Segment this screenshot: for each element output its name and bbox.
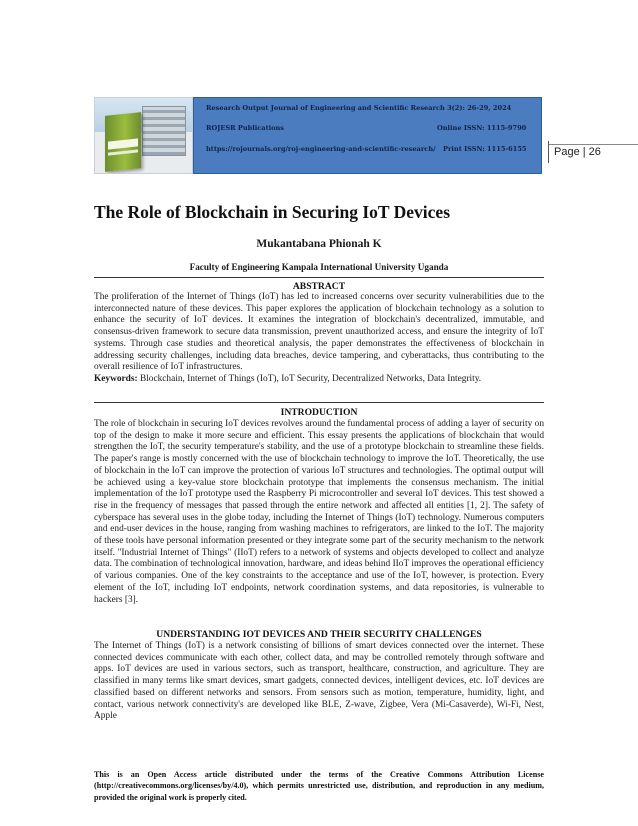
license-footer: This is an Open Access article distributed under the terms of the Creative Commons Attribution License (http://creativecommons.org/licenses/by/4.0), which permits unrestricted use, distribution, and reproduction in any medium, provided the original work is properly cited.	[94, 770, 544, 802]
paper-title: The Role of Blockchain in Securing IoT Devices	[94, 202, 451, 222]
section-iot-body: The Internet of Things (IoT) is a network consisting of billions of smart devices connected over the internet. These connected devices communicate with each other, collect data, and may be controlled remotely through software and apps. IoT devices are used in various sectors, such as transport, healthcare, construction, and agriculture. They are classified in many terms like smart devices, smart gadgets, connected devices, intelligent devices, etc. IoT devices are classified based on different networks and sensors. From sensors such as motion, temperature, humidity, light, and contact, various network connectivity's are developed like BLE, Z-wave, Zigbee, Vera (Mi-Casaverde), Wi-Fi, Nest, Apple	[94, 641, 544, 722]
author-name: Mukantabana Phionah K	[256, 238, 382, 250]
page-label-divider	[548, 141, 549, 163]
keywords-list: Blockchain, Internet of Things (IoT), IoT Security, Decentralized Networks, Data Integrity.	[139, 373, 482, 384]
abstract-body	[94, 292, 544, 386]
page-number: Page | 26	[554, 146, 601, 158]
introduction-heading: INTRODUCTION	[280, 407, 358, 418]
journal-cover-image	[94, 97, 193, 174]
online-issn: Online ISSN: 1115-9790	[437, 124, 527, 132]
page-label-rule	[548, 144, 638, 145]
abstract-bottom-rule	[94, 402, 544, 403]
section-iot-heading: UNDERSTANDING IOT DEVICES AND THEIR SECURITY CHALLENGES	[156, 629, 482, 640]
print-issn: Print ISSN: 1115-6155	[443, 145, 527, 153]
journal-header-box	[193, 97, 542, 174]
journal-citation: Research Output Journal of Engineering and Scientific Research 3(2): 26-29, 2024	[206, 104, 512, 112]
publisher-name: ROJESR Publications	[206, 124, 285, 132]
cover-title-strip	[108, 138, 138, 149]
abstract-top-rule	[94, 277, 544, 278]
author-affiliation: Faculty of Engineering Kampala International University Uganda	[189, 262, 449, 272]
introduction-body: The role of blockchain in securing IoT devices revolves around the fundamental process of adding a layer of security on top of the design to make it more secure and efficient. This essay presents the applications of blockchain that would strengthen the IoT, the security temperature's stability, and the use of a prototype blockchain to streamline these fields. The paper's range is mostly concerned with the use of blockchain technology to improve the IoT. Theoretically, the use of blockchain in the IoT can improve the protection of various IoT structures and technologies. The optimal output will be achieved using a key-value store blockchain prototype that implements the consensus mechanism. The initial implementation of the IoT prototype used the Raspberry Pi microcontroller and several IoT devices. This test showed a rise in the frequency of messages that passed through the entire network and affected all entities [1, 2]. The safety of cyberspace has several uses in the globe today, including the Internet of Things (IoT) technology. Numerous computers and end-user devices in the house, ranging from washing machines to refrigerators, are linked to the IoT. The majority of these tools have personal information presented or they integrate some part of the security mechanism to the network itself. "Industrial Internet of Things" (IIoT) refers to a network of systems and objects developed to collect and analyze data. The combination of technological innovation, hardware, and ideas behind IIoT improves the operational efficiency of various companies. One of the key constraints to the acceptance and use of the IoT, however, is protection. Every element of the IoT, including IoT endpoints, network coordination systems, and data repositories, is vulnerable to hackers [3].	[94, 419, 544, 605]
cover-book	[105, 112, 141, 172]
keywords-label: Keywords:	[94, 373, 138, 384]
abstract-heading: ABSTRACT	[292, 281, 346, 292]
cover-subtitle-strip	[108, 149, 138, 155]
abstract-text: The proliferation of the Internet of Things (IoT) has led to increased concerns over security vulnerabilities due to the interconnected nature of these devices. This paper explores the application of blockchain technology as a solution to enhance the security of IoT devices. It examines the integration of blockchain's decentralized, immutable, and consensus-driven framework to secure data transmission, prevent unauthorized access, and ensure the integrity of IoT systems. Through case studies and theoretical analysis, the paper demonstrates the effectiveness of blockchain in addressing security challenges, including data breaches, device tampering, and cyberattacks, thus contributing to the overall resilience of IoT infrastructures.	[94, 292, 544, 373]
journal-url-link[interactable]: https://rojournals.org/roj-engineering-and-scientific-research/	[206, 145, 436, 153]
cover-server-rack	[142, 106, 186, 156]
